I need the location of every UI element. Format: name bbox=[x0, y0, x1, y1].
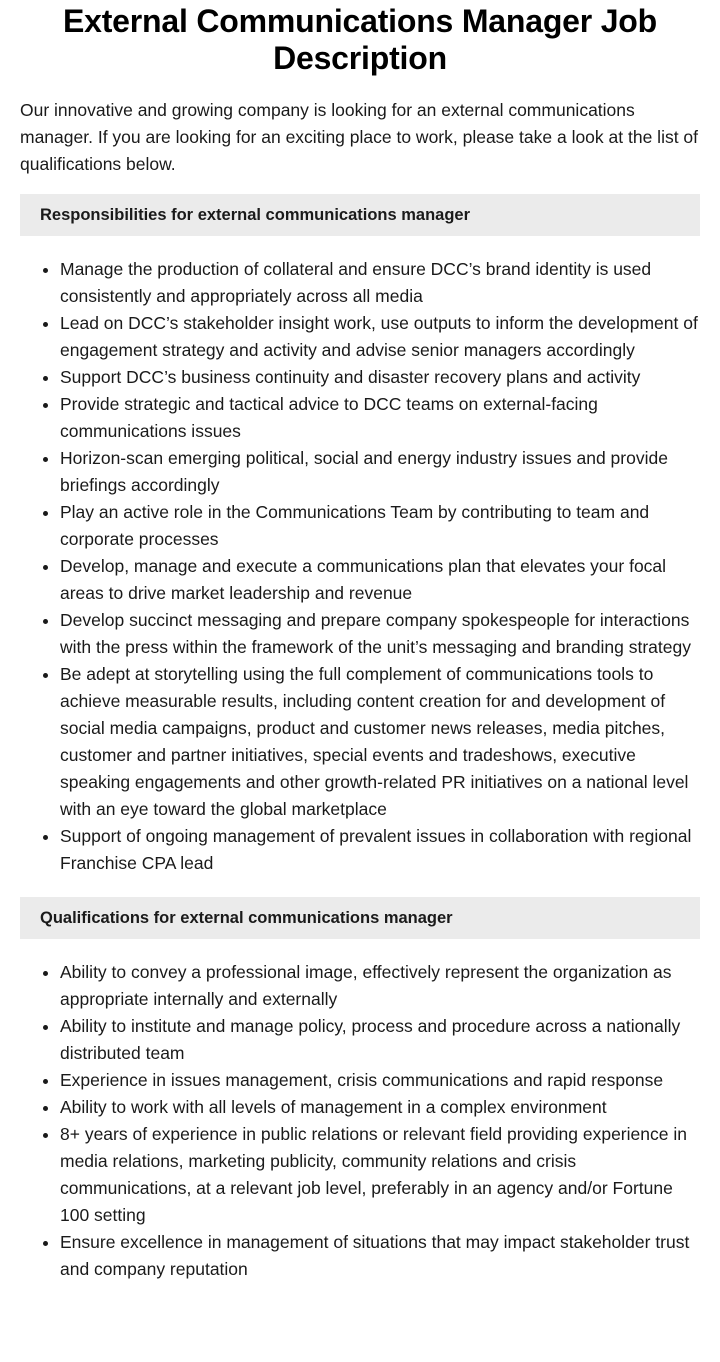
intro-paragraph: Our innovative and growing company is looking for an external communications manager. If you are looking for an exciting place to work, please take a look at the list of qualifications below. bbox=[20, 100, 699, 174]
list-item: • Experience in issues management, crisis communications and rapid response bbox=[60, 1067, 700, 1094]
list-item: • Develop, manage and execute a communications plan that elevates your focal areas to drive market leadership and revenue bbox=[60, 553, 700, 607]
list-item: • Support DCC’s business continuity and disaster recovery plans and activity bbox=[60, 364, 700, 391]
responsibilities-list bbox=[20, 256, 700, 877]
list-item: • Ability to institute and manage policy, process and procedure across a nationally distributed team bbox=[60, 1013, 700, 1067]
list-item: • Develop succinct messaging and prepare company spokespeople for interactions with the press within the framework of the unit’s messaging and branding strategy bbox=[60, 607, 700, 661]
list-item: • Horizon-scan emerging political, social and energy industry issues and provide briefings accordingly bbox=[60, 445, 700, 499]
list-item: • Play an active role in the Communications Team by contributing to team and corporate processes bbox=[60, 499, 700, 553]
qualifications-heading: Qualifications for external communications manager bbox=[20, 897, 700, 939]
list-item: • Ability to convey a professional image, effectively represent the organization as appropriate internally and externally bbox=[60, 959, 700, 1013]
qualifications-list bbox=[20, 959, 700, 1283]
list-item: • Ensure excellence in management of situations that may impact stakeholder trust and company reputation bbox=[60, 1229, 700, 1283]
list-item: • Ability to work with all levels of management in a complex environment bbox=[60, 1094, 700, 1121]
list-item: • Manage the production of collateral and ensure DCC’s brand identity is used consistently and appropriately across all media bbox=[60, 256, 700, 310]
list-item: • Lead on DCC’s stakeholder insight work, use outputs to inform the development of engagement strategy and activity and advise senior managers accordingly bbox=[60, 310, 700, 364]
responsibilities-heading: Responsibilities for external communications manager bbox=[20, 194, 700, 236]
page-title: External Communications Manager Job Description bbox=[62, 3, 658, 76]
list-item: • Provide strategic and tactical advice to DCC teams on external-facing communications issues bbox=[60, 391, 700, 445]
list-item: • Support of ongoing management of prevalent issues in collaboration with regional Franchise CPA lead bbox=[60, 823, 700, 877]
list-item: • 8+ years of experience in public relations or relevant field providing experience in media relations, marketing publicity, community relations and crisis communications, at a relevant job level, preferably in an agency and/or Fortune 100 setting bbox=[60, 1121, 700, 1229]
list-item: • Be adept at storytelling using the full complement of communications tools to achieve measurable results, including content creation for and development of social media campaigns, product and customer news releases, media pitches, customer and partner initiatives, special events and tradeshows, executive speaking engagements and other growth-related PR initiatives on a national level with an eye toward the global marketplace bbox=[60, 661, 700, 823]
